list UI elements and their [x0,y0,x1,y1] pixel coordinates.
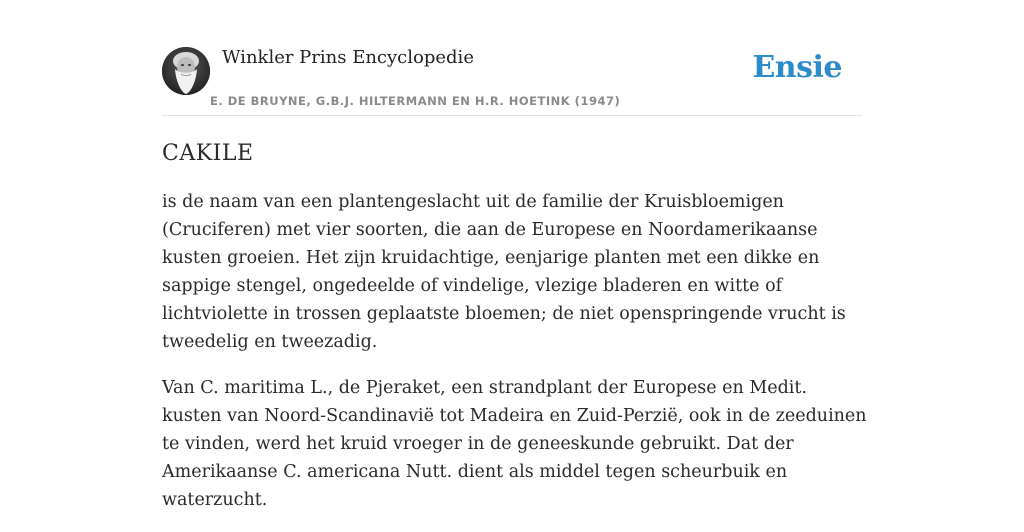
ensie-logo[interactable]: Ensie [752,50,842,85]
author-avatar[interactable] [162,47,210,95]
article-title: CAKILE [162,141,254,166]
article [162,141,872,532]
authors-line: E. DE BRUYNE, G.B.J. HILTERMANN EN H.R. HOETINK (1947) [210,94,621,108]
encyclopedia-title[interactable]: Winkler Prins Encyclopedie [222,47,474,68]
article-paragraph: is de naam van een plantengeslacht uit de familie der Kruisbloemigen (Cruciferen) met vier soorten, die aan de Europese en Noordamerikaanse kusten groeien. Het zijn kruidachtige, eenjarige planten met een dikke en sappige stengel, ongedeelde of vindelige, vlezige bladeren en witte of lichtviolette in trossen geplaatste bloemen; de niet openspringende vrucht is tweedelig en tweezadig. [162,192,846,352]
article-paragraph: Van C. maritima L., de Pjeraket, een strandplant der Europese en Medit. kusten van Noord-Scandinavië tot Madeira en Zuid-Perzië, ook in de zeeduinen te vinden, werd het kruid vroeger in de geneeskunde gebruikt. Dat der Amerikaanse C. americana Nutt. dient als middel tegen scheurbuik en waterzucht. [162,378,867,510]
encyclopedia-header [162,46,862,116]
bearded-man-portrait-icon [162,47,210,95]
